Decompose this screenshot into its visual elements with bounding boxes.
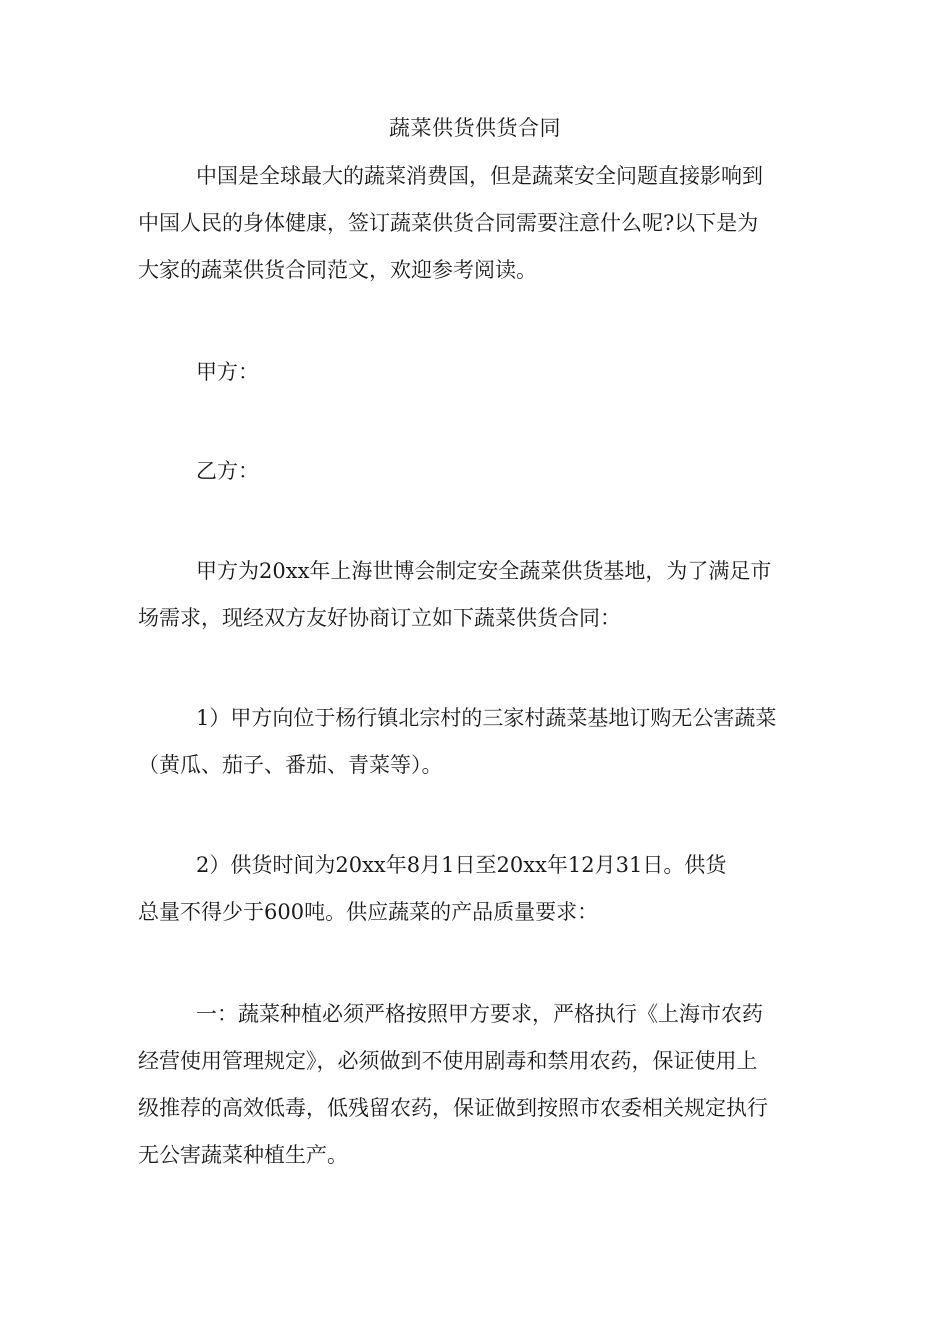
document-title: 蔬菜供货供货合同: [389, 116, 561, 140]
intro-paragraph: [138, 153, 814, 294]
requirement-1-line-4: 无公害蔬菜种植生产。: [138, 1143, 348, 1167]
intro-line-3: 大家的蔬菜供货合同范文，欢迎参考阅读。: [138, 258, 537, 282]
party-a-label: 甲方：: [196, 360, 259, 384]
requirement-1-paragraph: [138, 991, 814, 1179]
clause-1-line-1: 1）甲方向位于杨行镇北宗村的三家村蔬菜基地订购无公害蔬菜: [196, 706, 777, 730]
clause-1-paragraph: [138, 695, 814, 789]
clause-2-line-2: 总量不得少于600吨。供应蔬菜的产品质量要求：: [138, 900, 599, 924]
party-a-paragraph: [138, 349, 814, 396]
intro-line-2: 中国人民的身体健康，签订蔬菜供货合同需要注意什么呢?以下是为: [138, 211, 759, 235]
intro-line-1: 中国是全球最大的蔬菜消费国，但是蔬菜安全问题直接影响到: [196, 164, 763, 188]
clause-1-line-2: （黄瓜、茄子、番茄、青菜等）。: [138, 753, 443, 777]
party-b-label: 乙方：: [196, 459, 259, 483]
preamble-line-1: 甲方为20xx年上海世博会制定安全蔬菜供货基地，为了满足市: [196, 559, 772, 583]
preamble-line-2: 场需求，现经双方友好协商订立如下蔬菜供货合同：: [138, 606, 621, 630]
party-b-paragraph: [138, 448, 814, 495]
requirement-1-line-3: 级推荐的高效低毒，低残留农药，保证做到按照市农委相关规定执行: [138, 1096, 768, 1120]
preamble-paragraph: [138, 548, 814, 642]
requirement-1-line-2: 经营使用管理规定》，必须做到不使用剧毒和禁用农药，保证使用上: [138, 1049, 758, 1073]
clause-2-line-1: 2）供货时间为20xx年8月1日至20xx年12月31日。供货: [196, 853, 727, 877]
requirement-1-line-1: 一：蔬菜种植必须严格按照甲方要求，严格执行《上海市农药: [196, 1002, 763, 1026]
clause-2-paragraph: [138, 842, 814, 936]
